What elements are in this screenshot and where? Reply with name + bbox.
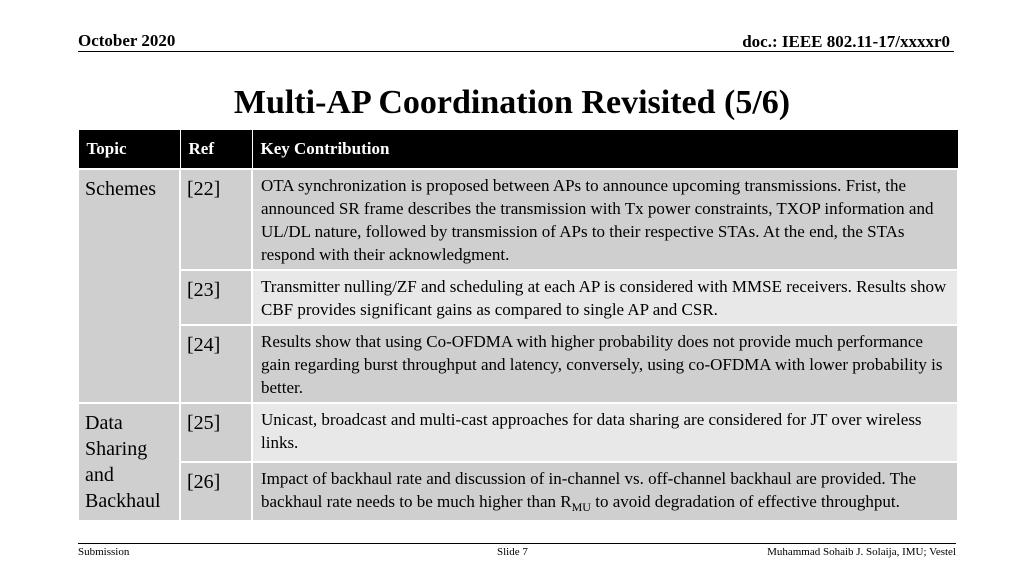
contribution-cell: Transmitter nulling/ZF and scheduling at each AP is considered with MMSE receivers. Results show CBF provides significant gains as compared to single AP and CSR. <box>252 270 958 325</box>
table-row <box>78 325 958 403</box>
footer-divider <box>78 543 956 544</box>
table-header-row <box>78 130 958 170</box>
ref-cell: [22] <box>180 169 252 270</box>
table-row <box>78 270 958 325</box>
contribution-text-after: to avoid degradation of effective throughput. <box>590 492 900 511</box>
topic-cell-data-sharing-and-backhaul <box>78 403 180 521</box>
slide-title: Multi-AP Coordination Revisited (5/6) <box>233 84 791 121</box>
footer-submission: Submission <box>78 546 130 558</box>
column-header-ref: Ref <box>180 130 252 170</box>
topic-cell-schemes: Schemes <box>78 169 180 403</box>
topic-line: and <box>85 464 114 486</box>
footer-slide-number: Slide 7 <box>497 546 528 558</box>
table-row <box>78 169 958 270</box>
contribution-cell: OTA synchronization is proposed between APs to announce upcoming transmissions. Frist, the announced SR frame describes the transmission with Tx power constraints, TXOP information and UL/DL nature, followed by transmission of APs to their respective STAs. At the end, the STAs respond with their acknowledgment. <box>252 169 958 270</box>
header-date: October 2020 <box>78 31 176 50</box>
contribution-cell: Unicast, broadcast and multi-cast approaches for data sharing are considered for JT over wireless links. <box>252 403 958 462</box>
column-header-topic: Topic <box>78 130 180 170</box>
topic-line: Backhaul <box>85 490 161 512</box>
contribution-table <box>77 129 959 522</box>
table-row <box>78 462 958 521</box>
footer-author: Muhammad Sohaib J. Solaija, IMU; Vestel <box>767 546 956 558</box>
ref-cell: [25] <box>180 403 252 462</box>
ref-cell: [26] <box>180 462 252 521</box>
column-header-key-contribution: Key Contribution <box>252 130 958 170</box>
topic-line: Sharing <box>85 438 148 460</box>
header-doc-id: doc.: IEEE 802.11-17/xxxxr0 <box>742 32 950 51</box>
contribution-text-before: Impact of backhaul rate and discussion of in-channel vs. off-channel backhaul are provided. The backhaul rate needs to be much higher than R <box>261 469 917 511</box>
ref-cell: [24] <box>180 325 252 403</box>
contribution-cell <box>252 462 958 521</box>
ref-cell: [23] <box>180 270 252 325</box>
subscript-mu: MU <box>571 500 591 514</box>
contribution-cell: Results show that using Co-OFDMA with higher probability does not provide much performance gain regarding burst throughput and latency, conversely, using co-OFDMA with lower probability is better. <box>252 325 958 403</box>
header-divider <box>78 51 954 52</box>
topic-line: Data <box>85 412 123 434</box>
table-row <box>78 403 958 462</box>
